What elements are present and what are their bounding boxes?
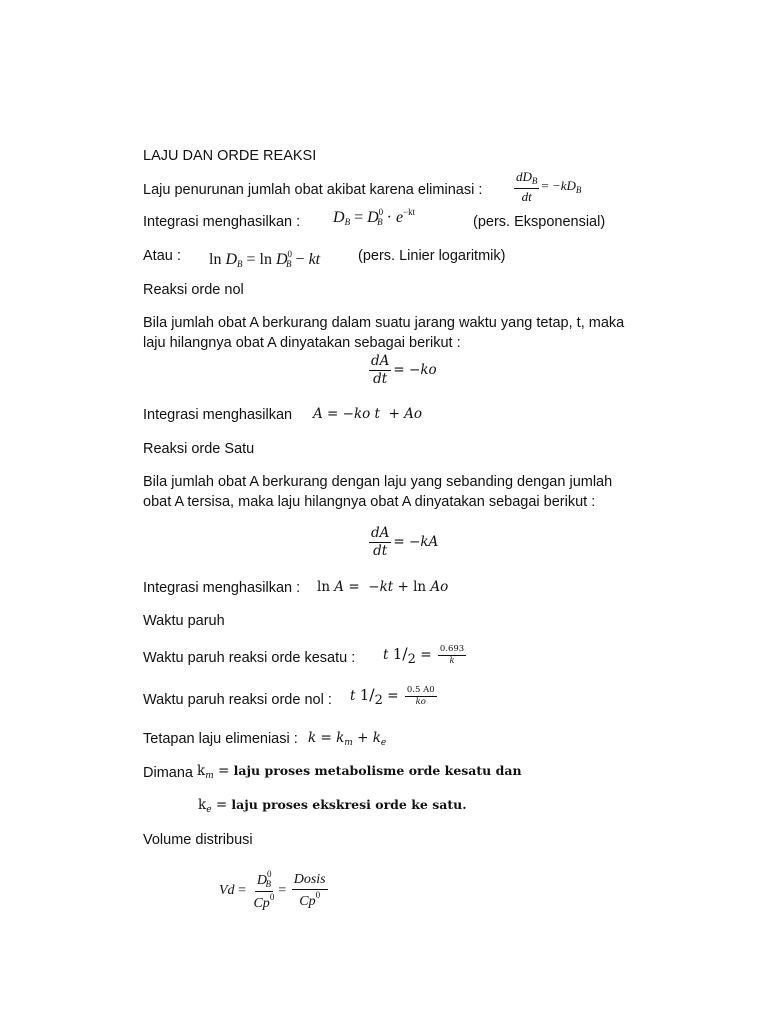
first-order-paragraph-line2: obat A tersisa, maka laju hilangnya obat A dinyatakan sebagai berikut : <box>143 494 596 510</box>
volume-distribution-equation: Vd = $\frac{D^0_B}{Cp^0}$ = $\frac{\text{Dosis}}{Cp^0}$ <box>219 869 326 911</box>
first-order-integrated-equation: ln A = −kt + ln Ao <box>317 579 449 595</box>
elimination-rate-equation: $\frac{dD_B}{dt}$ = $-kD_B$ <box>516 169 582 204</box>
zero-order-paragraph-line1: Bila jumlah obat A berkurang dalam suatu jarang waktu yang tetap, t, maka <box>143 315 625 331</box>
zero-order-half-life-text: Waktu paruh reaksi orde nol : <box>143 692 332 708</box>
first-order-integration-text: Integrasi menghasilkan : <box>143 580 301 596</box>
zero-order-half-life-equation: t 1/2 = $\frac{0.5 A0}{ko}$ <box>350 684 435 708</box>
rate-constant-text: Tetapan laju elimeniasi : <box>143 731 298 747</box>
volume-distribution-title: Volume distribusi <box>143 832 253 848</box>
first-order-paragraph-line1: Bila jumlah obat A berkurang dengan laju yang sebanding dengan jumlah <box>143 474 613 490</box>
zero-order-integration-text: Integrasi menghasilkan <box>143 407 293 423</box>
zero-order-paragraph-line2: laju hilangnya obat A dinyatakan sebagai berikut : <box>143 335 461 351</box>
log-linear-equation: $\ln D_B = \ln D^0_B$ − kt <box>209 249 321 269</box>
integration-text: Integrasi menghasilkan : <box>143 214 301 230</box>
exponential-note: (pers. Eksponensial) <box>473 214 606 230</box>
ke-definition: $k_e$ = laju proses ekskresi orde ke satu. <box>198 797 467 815</box>
half-life-title: Waktu paruh <box>143 613 225 629</box>
ke-definition-text: laju proses ekskresi orde ke satu. <box>231 797 467 812</box>
first-order-half-life-equation: t 1/2 = $\frac{0.693}{k}$ <box>383 643 465 667</box>
exponential-equation: $D_B = D^0_B \cdot e^{-kt}$ <box>333 207 416 227</box>
or-text: Atau : <box>143 248 181 264</box>
km-definition: $k_m$ = laju proses metabolisme orde kesatu dan <box>197 763 522 781</box>
zero-order-integrated-equation: A = −ko t + Ao <box>313 406 423 422</box>
km-definition-text: laju proses metabolisme orde kesatu dan <box>233 763 522 778</box>
first-order-title: Reaksi orde Satu <box>143 441 255 457</box>
log-linear-note: (pers. Linier logaritmik) <box>358 248 506 264</box>
elimination-rate-text: Laju penurunan jumlah obat akibat karena eliminasi : <box>143 182 483 198</box>
zero-order-rate-equation: $\frac{dA}{dt}$ = −ko <box>371 353 437 387</box>
first-order-half-life-text: Waktu paruh reaksi orde kesatu : <box>143 650 356 666</box>
zero-order-title: Reaksi orde nol <box>143 282 244 298</box>
first-order-rate-equation: $\frac{dA}{dt}$ = −kA <box>371 525 439 559</box>
where-text: Dimana <box>143 765 193 781</box>
rate-constant-equation: $k = k_m + k_e$ <box>308 730 387 748</box>
page-title: LAJU DAN ORDE REAKSI <box>143 148 317 164</box>
